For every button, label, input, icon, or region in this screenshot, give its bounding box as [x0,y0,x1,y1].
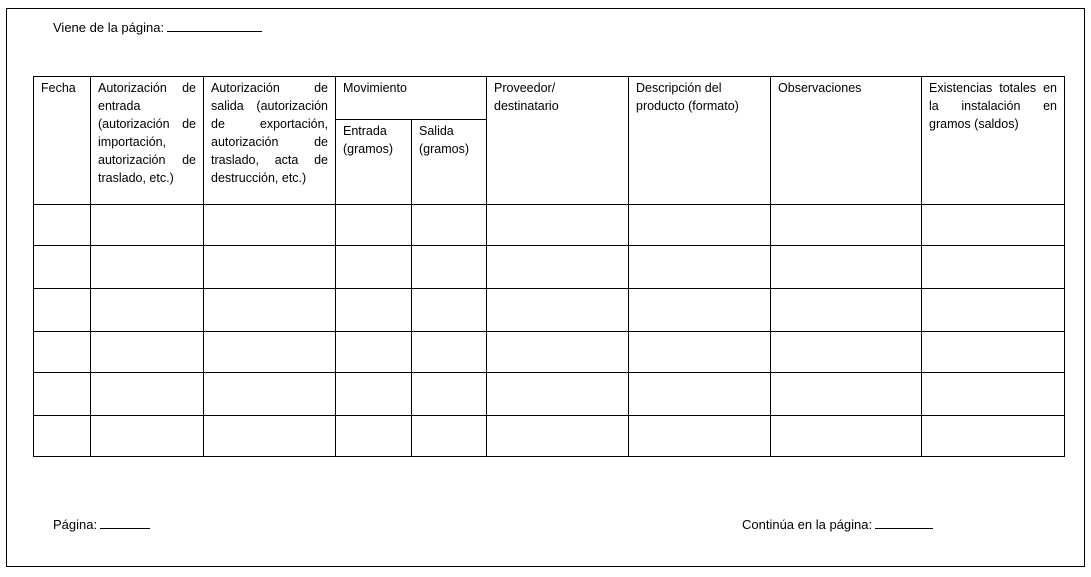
cell-descripcion[interactable] [629,289,771,332]
table-row [34,373,1065,416]
cell-existencias[interactable] [922,416,1065,457]
table-row [34,416,1065,457]
cell-fecha[interactable] [34,289,91,332]
cell-fecha[interactable] [34,246,91,289]
cell-autorizacion-entrada[interactable] [91,416,204,457]
col-proveedor: Proveedor/ destinatario [487,77,629,205]
header-row [34,77,1065,120]
cell-existencias[interactable] [922,205,1065,246]
cell-entrada[interactable] [336,205,412,246]
cell-autorizacion-entrada[interactable] [91,246,204,289]
cell-descripcion[interactable] [629,416,771,457]
cell-existencias[interactable] [922,246,1065,289]
cell-entrada[interactable] [336,373,412,416]
cell-proveedor[interactable] [487,416,629,457]
page-number-field [53,516,150,533]
page-number-label: Página: [53,517,98,532]
comes-from-label: Viene de la página: [53,20,165,35]
cell-autorizacion-entrada[interactable] [91,373,204,416]
cell-proveedor[interactable] [487,332,629,373]
cell-autorizacion-salida[interactable] [204,332,336,373]
cell-fecha[interactable] [34,416,91,457]
cell-fecha[interactable] [34,205,91,246]
col-observaciones: Observaciones [771,77,922,205]
col-entrada: Entrada (gramos) [336,120,412,205]
cell-descripcion[interactable] [629,332,771,373]
cell-descripcion[interactable] [629,205,771,246]
cell-autorizacion-salida[interactable] [204,205,336,246]
cell-salida[interactable] [412,246,487,289]
cell-observaciones[interactable] [771,246,922,289]
cell-salida[interactable] [412,205,487,246]
cell-fecha[interactable] [34,332,91,373]
cell-entrada[interactable] [336,246,412,289]
cell-autorizacion-entrada[interactable] [91,289,204,332]
cell-salida[interactable] [412,289,487,332]
cell-existencias[interactable] [922,373,1065,416]
cell-proveedor[interactable] [487,205,629,246]
page-number-blank[interactable] [100,516,150,529]
cell-observaciones[interactable] [771,332,922,373]
continues-blank[interactable] [875,516,933,529]
cell-autorizacion-entrada[interactable] [91,332,204,373]
col-descripcion: Descripción del producto (formato) [629,77,771,205]
table-row [34,246,1065,289]
cell-autorizacion-salida[interactable] [204,416,336,457]
table-row [34,289,1065,332]
cell-proveedor[interactable] [487,246,629,289]
cell-proveedor[interactable] [487,373,629,416]
cell-descripcion[interactable] [629,373,771,416]
cell-autorizacion-entrada[interactable] [91,205,204,246]
col-salida: Salida (gramos) [412,120,487,205]
inventory-register-table [33,76,1065,457]
table-row [34,332,1065,373]
cell-fecha[interactable] [34,373,91,416]
col-autorizacion-entrada: Autorización de entrada (autorización de importación, autorización de traslado, etc.) [91,77,204,205]
cell-observaciones[interactable] [771,289,922,332]
cell-entrada[interactable] [336,289,412,332]
cell-observaciones[interactable] [771,205,922,246]
cell-observaciones[interactable] [771,373,922,416]
cell-existencias[interactable] [922,332,1065,373]
cell-autorizacion-salida[interactable] [204,373,336,416]
cell-entrada[interactable] [336,332,412,373]
col-fecha: Fecha [34,77,91,205]
comes-from-blank[interactable] [167,19,262,32]
col-existencias: Existencias totales en la instalación en gramos (saldos) [922,77,1065,205]
cell-autorizacion-salida[interactable] [204,246,336,289]
cell-salida[interactable] [412,373,487,416]
cell-autorizacion-salida[interactable] [204,289,336,332]
continues-field [742,516,933,533]
cell-existencias[interactable] [922,289,1065,332]
cell-proveedor[interactable] [487,289,629,332]
table-row [34,205,1065,246]
cell-salida[interactable] [412,416,487,457]
continues-label: Continúa en la página: [742,517,873,532]
cell-descripcion[interactable] [629,246,771,289]
cell-entrada[interactable] [336,416,412,457]
col-autorizacion-salida: Autorización de salida (autorización de exportación, autorización de traslado, acta de destrucción, etc.) [204,77,336,205]
col-movimiento: Movimiento [336,77,487,120]
cell-observaciones[interactable] [771,416,922,457]
cell-salida[interactable] [412,332,487,373]
comes-from-field [53,19,262,36]
